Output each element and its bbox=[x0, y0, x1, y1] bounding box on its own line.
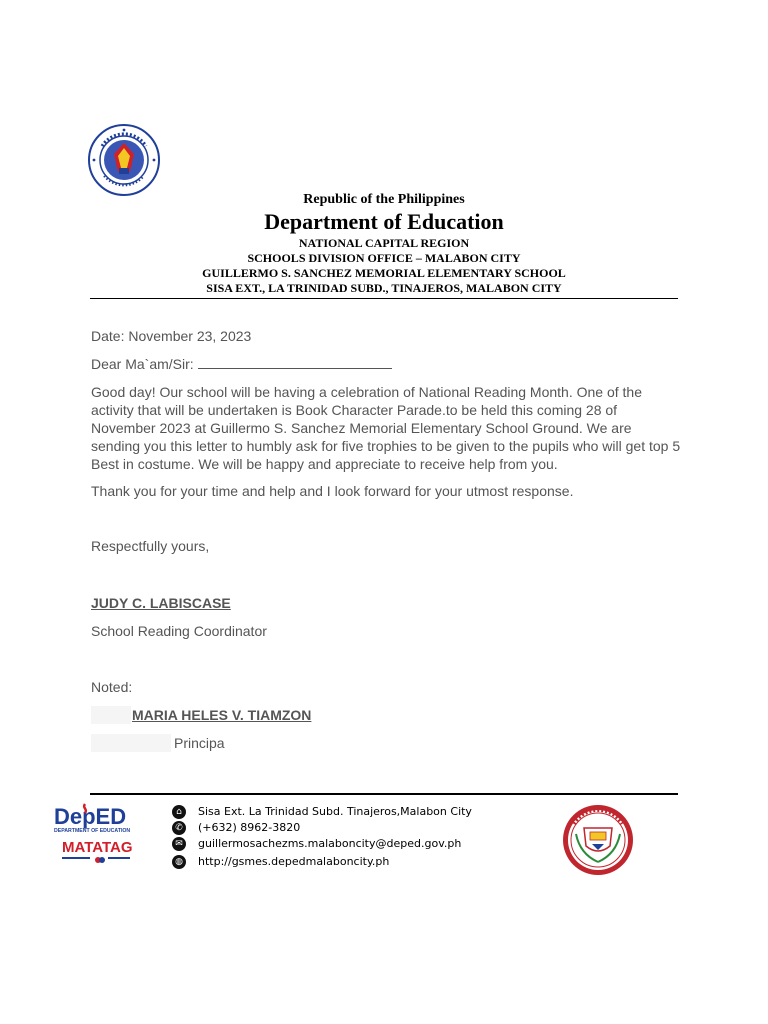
contact-address bbox=[172, 804, 472, 820]
letter-paragraph-1: Good day! Our school will be having a celebration of National Reading Month. One of the activity that will be undertaken is Book Character Parade.to be held this coming 28 of November 2023 at Guillermo S. Sanchez Memorial Elementary School Ground. We are sending you this letter to humbly ask for five trophies to be given to the pupils who will get top 5 Best in costume. We will be happy and appreciate to receive help from you. bbox=[91, 384, 681, 472]
noted-label: Noted: bbox=[91, 679, 133, 695]
svg-text:MATATAG: MATATAG bbox=[62, 839, 133, 856]
letter-date: Date: November 23, 2023 bbox=[91, 328, 252, 344]
contact-address-text: Sisa Ext. La Trinidad Subd. Tinajeros,Malabon City bbox=[198, 805, 472, 818]
redaction-block bbox=[91, 706, 131, 724]
header-republic: Republic of the Philippines bbox=[303, 192, 465, 207]
header-region: NATIONAL CAPITAL REGION bbox=[298, 236, 470, 250]
signer1-name: JUDY C. LABISCASE bbox=[91, 595, 231, 611]
header-division: SCHOOLS DIVISION OFFICE – MALABON CITY bbox=[247, 251, 521, 265]
contact-phone bbox=[172, 820, 300, 836]
header-address: SISA EXT., LA TRINIDAD SUBD., TINAJEROS, MALABON CITY bbox=[206, 281, 562, 295]
letter-closing: Respectfully yours, bbox=[91, 538, 210, 554]
signer2-name: MARIA HELES V. TIAMZON bbox=[132, 707, 312, 723]
salutation-text: Dear Ma`am/Sir: bbox=[91, 356, 194, 372]
contact-website-text[interactable]: http://gsmes.depedmalaboncity.ph bbox=[198, 855, 390, 868]
letter-salutation bbox=[91, 355, 681, 373]
email-icon: ✉ bbox=[172, 837, 186, 851]
signer1-title: School Reading Coordinator bbox=[91, 623, 267, 639]
header-department: Department of Education bbox=[264, 209, 504, 234]
signer2-title: Principa bbox=[174, 735, 225, 751]
deped-matatag-logo bbox=[52, 800, 140, 870]
contact-website[interactable] bbox=[172, 854, 389, 870]
globe-icon: ◍ bbox=[172, 855, 186, 869]
header-school: GUILLERMO S. SANCHEZ MEMORIAL ELEMENTARY SCHOOL bbox=[202, 266, 566, 280]
redaction-block bbox=[91, 734, 171, 752]
svg-text:DepED: DepED bbox=[54, 804, 127, 829]
school-seal-logo bbox=[562, 804, 634, 876]
contact-email-text[interactable]: guillermosachezms.malaboncity@deped.gov.ph bbox=[198, 837, 462, 850]
deped-seal-logo bbox=[88, 124, 160, 196]
location-icon: ⌂ bbox=[172, 805, 186, 819]
svg-text:DEPARTMENT OF EDUCATION: DEPARTMENT OF EDUCATION bbox=[54, 828, 131, 834]
contact-email[interactable] bbox=[172, 836, 461, 852]
footer-divider bbox=[90, 793, 678, 795]
letter-paragraph-2: Thank you for your time and help and I look forward for your utmost response. bbox=[91, 483, 574, 499]
header-divider bbox=[90, 298, 678, 299]
phone-icon: ✆ bbox=[172, 821, 186, 835]
contact-phone-text: (+632) 8962-3820 bbox=[198, 821, 301, 834]
recipient-blank-line bbox=[198, 356, 392, 369]
